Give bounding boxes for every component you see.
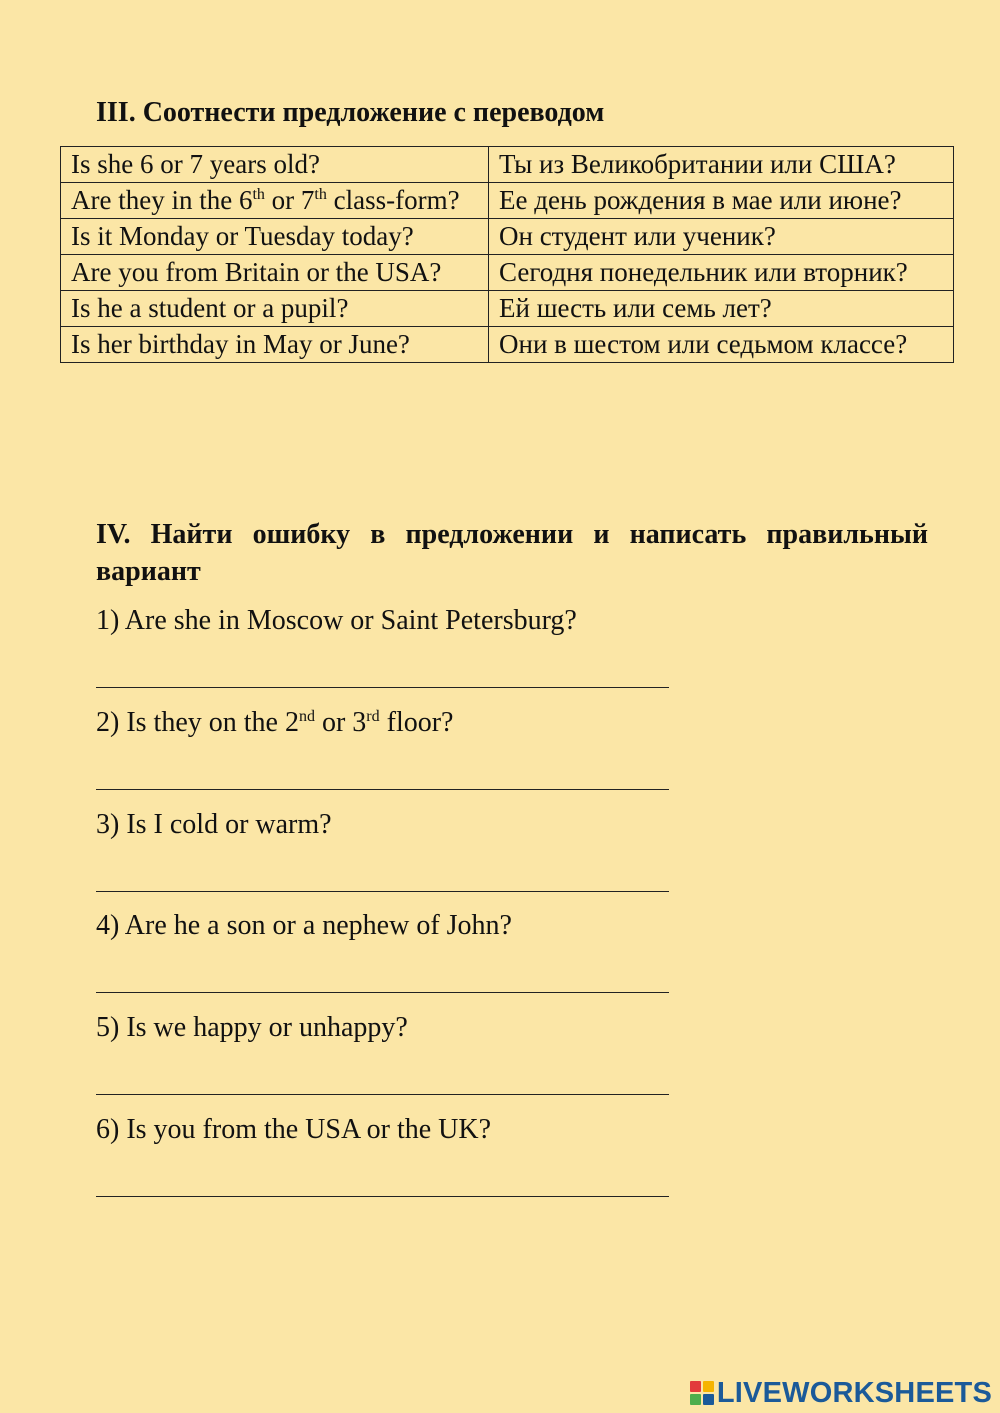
liveworksheets-logo-text: LIVEWORKSHEETS [716,1376,992,1409]
table-row [61,147,954,183]
russian-translation: Они в шестом или седьмом классе? [489,327,954,363]
answer-line-1[interactable] [96,687,669,688]
exercise-sentence-2: 2) Is they on the 2nd or 3rd floor? [96,707,454,738]
russian-translation: Ей шесть или семь лет? [489,291,954,327]
table-row [61,291,954,327]
english-sentence: Is she 6 or 7 years old? [61,147,489,183]
section-4-title: IV. Найти ошибку в предложении и написать правильный вариант [96,519,928,587]
table-row [61,219,954,255]
english-sentence: Are you from Britain or the USA? [61,255,489,291]
exercise-sentence-6: 6) Is you from the USA or the UK? [96,1114,492,1145]
russian-translation: Сегодня понедельник или вторник? [489,255,954,291]
english-sentence: Is he a student or a pupil? [61,291,489,327]
answer-line-2[interactable] [96,789,669,790]
table-row [61,183,954,219]
russian-translation: Ты из Великобритании или США? [489,147,954,183]
table-row [61,255,954,291]
exercise-sentence-5: 5) Is we happy or unhappy? [96,1012,408,1043]
answer-line-4[interactable] [96,992,669,993]
exercise-sentence-4: 4) Are he a son or a nephew of John? [96,910,512,941]
english-sentence: Are they in the 6th or 7th class-form? [61,183,489,219]
answer-line-6[interactable] [96,1196,669,1197]
russian-translation: Он студент или ученик? [489,219,954,255]
table-row [61,327,954,363]
russian-translation: Ее день рождения в мае или июне? [489,183,954,219]
exercise-sentence-3: 3) Is I cold or warm? [96,809,332,840]
answer-line-5[interactable] [96,1094,669,1095]
english-sentence: Is her birthday in May or June? [61,327,489,363]
liveworksheets-logo [690,1376,992,1410]
liveworksheets-logo-icon [690,1381,714,1405]
answer-line-3[interactable] [96,891,669,892]
english-sentence: Is it Monday or Tuesday today? [61,219,489,255]
section-3-title: III. Соотнести предложение с переводом [96,97,605,128]
matching-table [60,146,954,363]
exercise-sentence-1: 1) Are she in Moscow or Saint Petersburg? [96,605,577,636]
